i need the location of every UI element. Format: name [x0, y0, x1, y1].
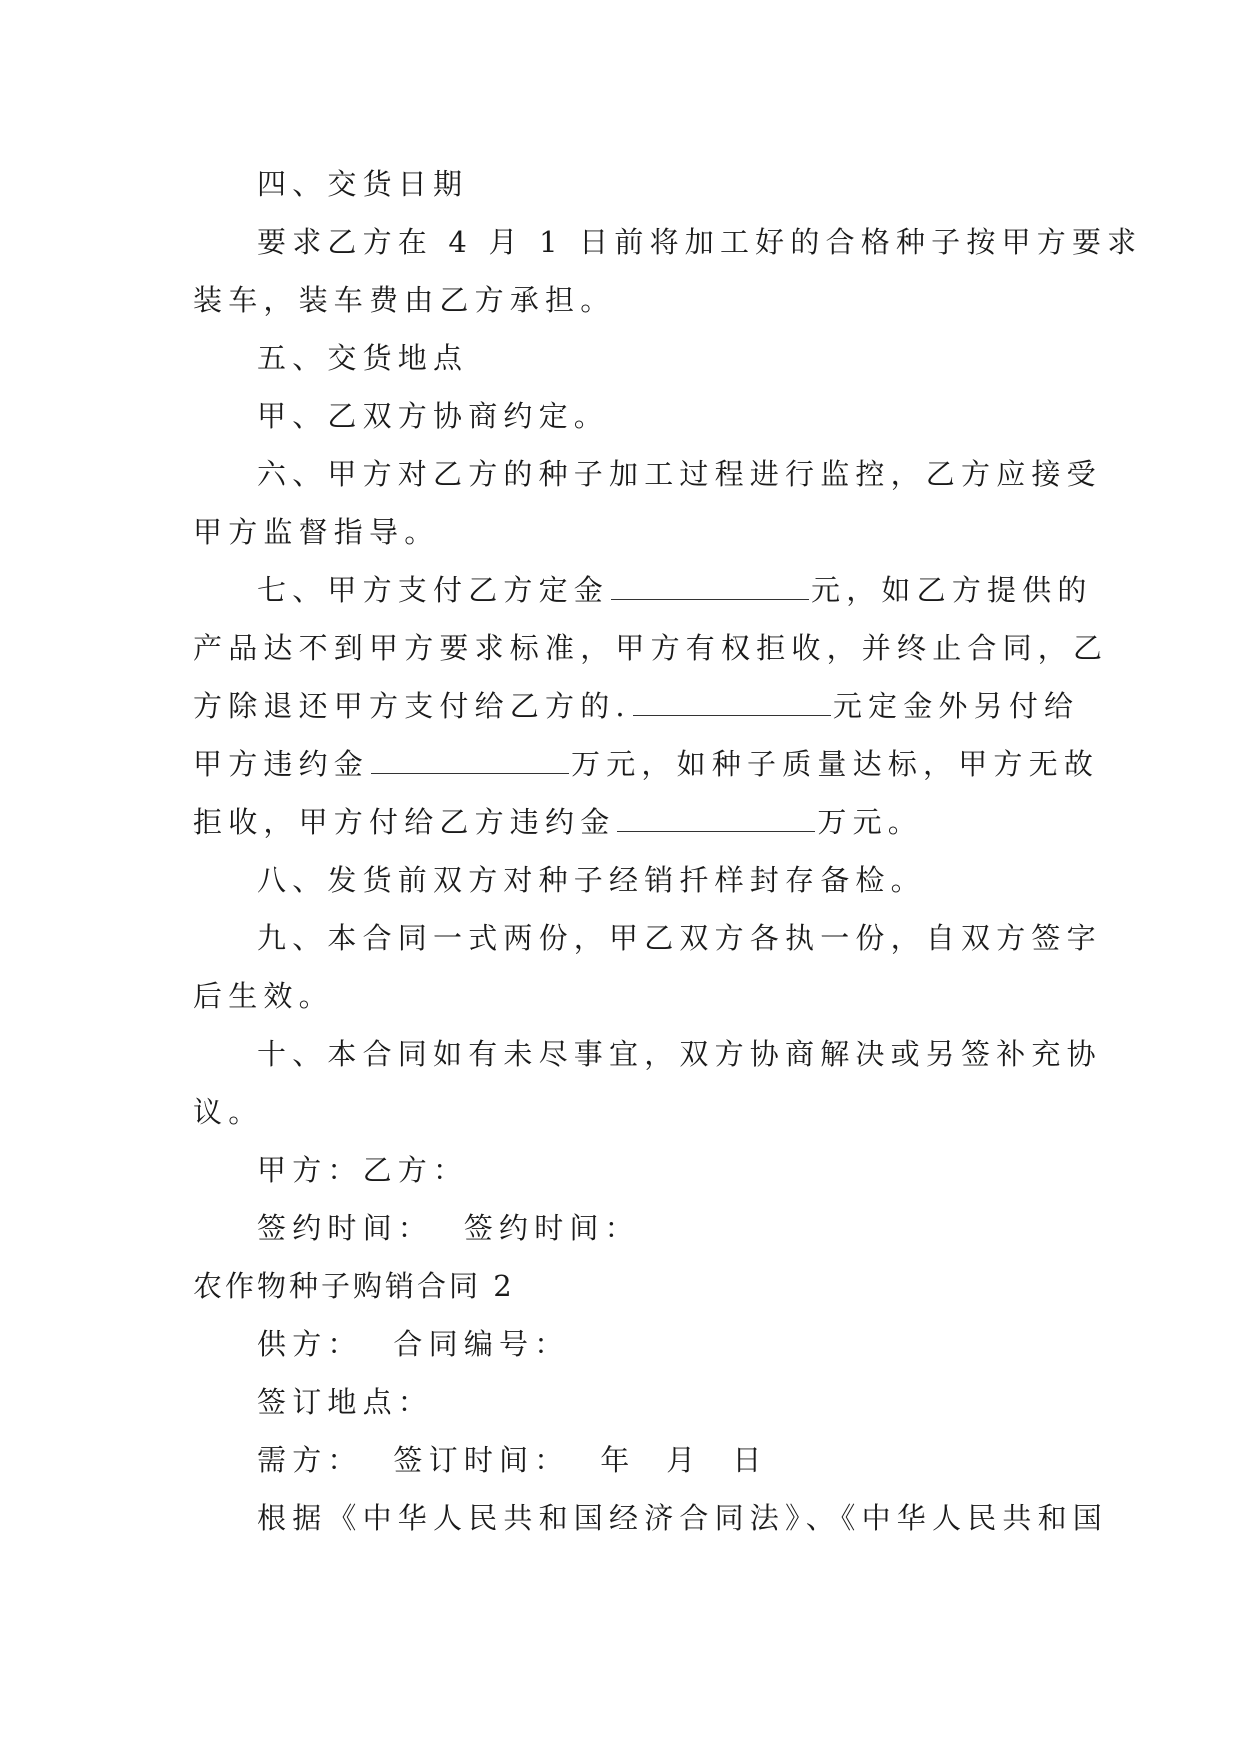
fill-in-blank[interactable]: [617, 809, 815, 832]
paragraph-line: 产品达不到甲方要求标准，甲方有权拒收，并终止合同，乙: [193, 631, 1109, 665]
section-heading-delivery-place: 五、交货地点: [257, 341, 469, 375]
paragraph-line: 六、甲方对乙方的种子加工过程进行监控，乙方应接受: [257, 457, 1102, 491]
paragraph-line: 甲方监督指导。: [193, 515, 440, 549]
paragraph-line: 要求乙方在 4 月 1 日前将加工好的合格种子按甲方要求: [257, 225, 1143, 259]
paragraph-line: [193, 561, 1093, 619]
fill-in-blank[interactable]: [611, 577, 809, 600]
paragraph-line: [193, 677, 1080, 735]
contract-title: 农作物种子购销合同 2: [193, 1269, 515, 1303]
paragraph-line: 装车，装车费由乙方承担。: [193, 283, 616, 317]
text-segment: 拒收，甲方付给乙方违约金: [193, 805, 616, 839]
signature-parties: 甲方：乙方：: [257, 1153, 469, 1187]
text-segment: 万元。: [817, 805, 924, 839]
fill-in-blank[interactable]: [633, 693, 831, 716]
text-segment: 甲方违约金: [193, 747, 370, 781]
paragraph-line: [193, 793, 1053, 851]
text-segment: 元，如乙方提供的: [811, 573, 1093, 607]
contract-field-line: 需方： 签订时间： 年 月 日: [257, 1443, 768, 1477]
text-segment: 万元，如种子质量达标，甲方无故: [571, 747, 1100, 781]
text-segment: 方除退还甲方支付给乙方的.: [193, 689, 631, 723]
section-heading-delivery-date: 四、交货日期: [257, 167, 469, 201]
paragraph-line: 根据《中华人民共和国经济合同法》、《中华人民共和国: [257, 1501, 1109, 1535]
text-segment: 七、甲方支付乙方定金: [257, 573, 610, 607]
contract-field-line: 签订地点：: [257, 1385, 434, 1419]
paragraph-line: 九、本合同一式两份，甲乙双方各执一份，自双方签字: [257, 921, 1102, 955]
contract-field-line: 供方： 合同编号：: [257, 1327, 570, 1361]
paragraph-line: 十、本合同如有未尽事宜，双方协商解决或另签补充协: [257, 1037, 1102, 1071]
text-segment: 元定金外另付给: [832, 689, 1080, 723]
paragraph-line: 议。: [193, 1095, 264, 1129]
paragraph-line: 八、发货前双方对种子经销扦样封存备检。: [257, 863, 926, 897]
paragraph-line: [193, 735, 1100, 793]
signature-dates: 签约时间： 签约时间：: [257, 1211, 640, 1245]
paragraph-line: 后生效。: [193, 979, 334, 1013]
document-page: [193, 155, 1143, 1547]
paragraph-line: 甲、乙双方协商约定。: [257, 399, 610, 433]
fill-in-blank[interactable]: [371, 751, 569, 774]
